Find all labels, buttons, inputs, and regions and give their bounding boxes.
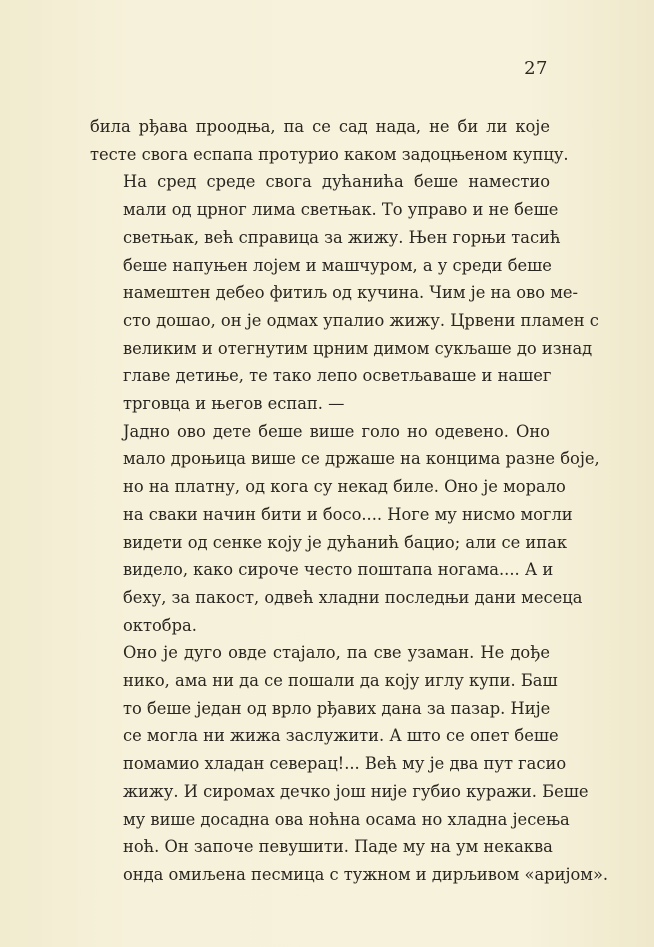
text-line: жижу. И сиромах дечко још није губио куражи. Беше <box>123 781 589 801</box>
text-line: то беше један од врло рђавих дана за пазар. Није <box>123 698 551 718</box>
text-line: сто дошао, он је одмах упалио жижу. Црвени пламен с <box>123 310 599 330</box>
text-line: му више досадна ова ноћна осама но хладна јесења <box>123 809 570 829</box>
paragraph-2 <box>90 168 599 417</box>
text-line: намештен дебео фитиљ од кучина. Чим је на ово ме- <box>123 283 578 303</box>
text-line: главе детиње, те тако лепо осветљаваше и нашег <box>123 366 552 386</box>
text-line: тесте свога еспапа протурио каком задоцњеном купцу. <box>90 144 569 164</box>
text-line: На сред среде свога дућанића беше наместио <box>123 172 550 192</box>
text-line: мали од црног лима светњак. То управо и не беше <box>123 200 559 220</box>
text-line: била рђава проодња, па се сад нада, не би ли које <box>90 117 550 136</box>
text-line: беше напуњен лојем и машчуром, а у среди беше <box>123 255 552 275</box>
text-line: великим и отегнутим црним димом сукљаше до изнад <box>123 338 593 358</box>
text-line: октобра. <box>123 615 197 635</box>
text-line: беху, за пакост, одвећ хладни последњи дани месеца <box>123 587 583 607</box>
text-line: онда омиљена песмица с тужном и дирљивом «аријом». <box>123 864 609 884</box>
text-line: но на платну, од кога су некад биле. Оно је морало <box>123 477 566 497</box>
paragraph-1 <box>90 113 569 168</box>
text-line: ноћ. Он започе певушити. Паде му на ум некаква <box>123 837 553 857</box>
paragraph-4 <box>90 639 609 888</box>
text-line: мало дроњица више се држаше на концима разне боје, <box>123 449 600 469</box>
text-line: видело, како сироче често поштапа ногама.... А и <box>123 560 554 580</box>
paragraph-3 <box>90 418 600 640</box>
text-line: се могла ни жижа заслужити. А што се опет беше <box>123 726 559 746</box>
text-line: видети од сенке коју је дућанић бацио; али се ипак <box>123 532 567 552</box>
text-line: помамио хладан северац!... Већ му је два пут гасио <box>123 754 567 774</box>
text-line: светњак, већ справица за жижу. Њен горњи тасић <box>123 227 561 247</box>
text-line: Оно је дуго овде стајало, па све узаман. Не дође <box>123 643 550 663</box>
body-text <box>90 113 609 889</box>
text-line: на сваки начин бити и босо.... Ноге му нисмо могли <box>123 504 573 524</box>
text-line: трговца и његов еспап. — <box>123 394 345 414</box>
text-line: нико, ама ни да се пошали да коју иглу купи. Баш <box>123 671 558 691</box>
text-line: Јадно ово дете беше више голо но одевено. Оно <box>123 421 550 441</box>
page-number: 27 <box>524 58 548 79</box>
